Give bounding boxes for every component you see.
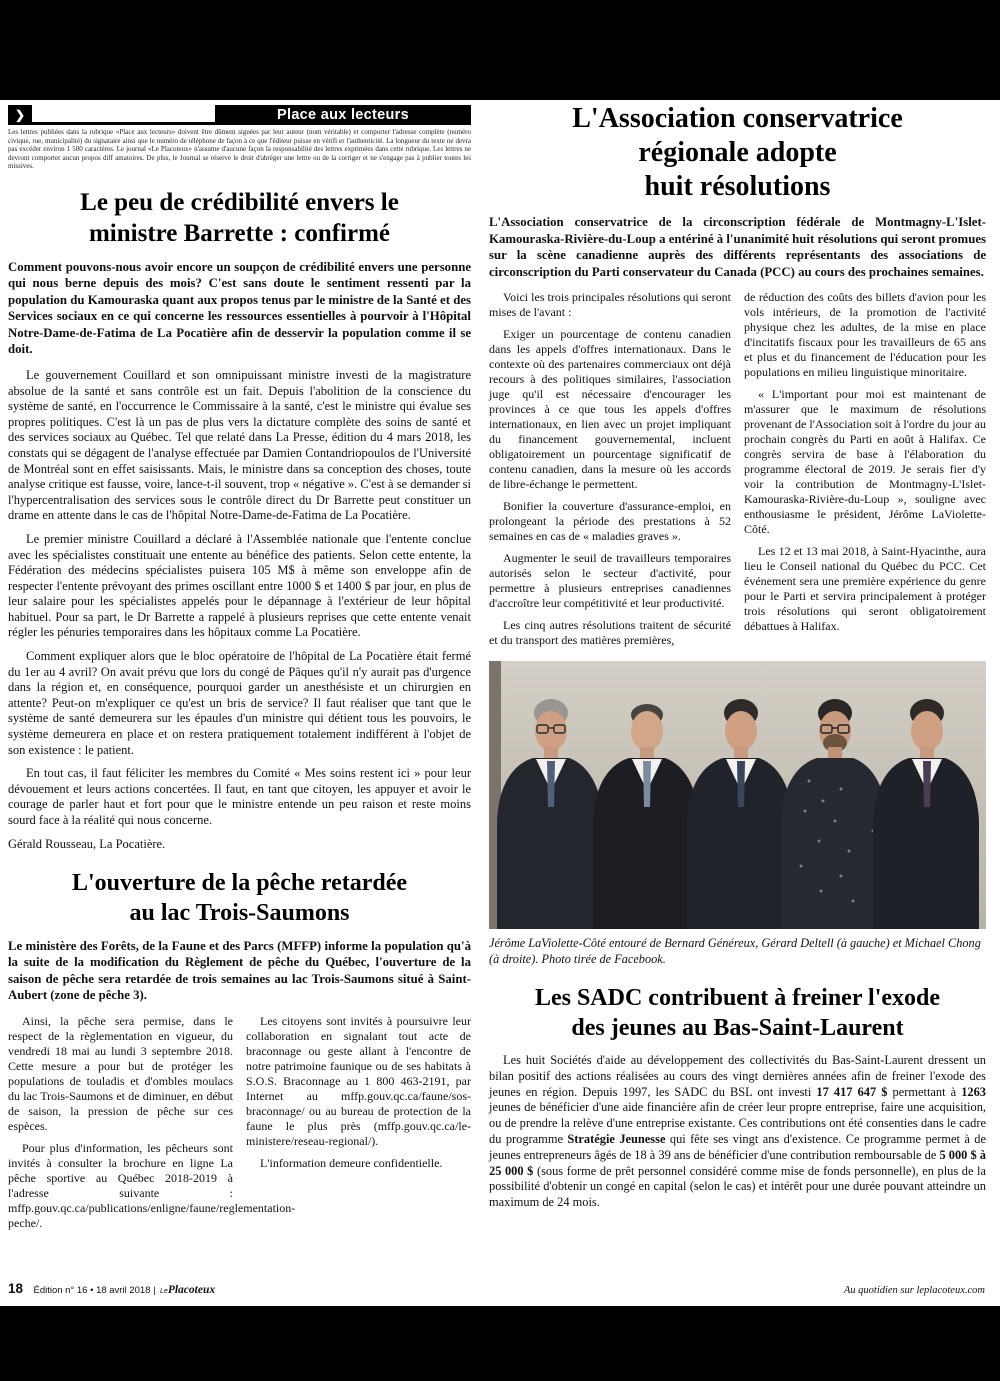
brand-le: Le (160, 1288, 168, 1295)
article4-title (489, 983, 986, 1043)
article2-title (8, 868, 471, 928)
article3-columns (489, 290, 986, 655)
article3-paragraph: Voici les trois principales résolutions qui seront mises de l'avant : (489, 290, 731, 319)
left-column (8, 105, 471, 1238)
article4-text: jeunes de bénéficier d'une aide financière afin de créer leur propre entreprise, faire une acquisition, ou de prendre la relève d'une entreprise existante. Ces contributions ont été consenties dans le cadre du programme (489, 1100, 986, 1146)
article2-paragraph: Les citoyens sont invités à poursuivre leur collaboration en signalant tout acte de braconnage ou geste allant à l'encontre de notre patrimoine faunique ou de ses habitats à S.O.S. Braconnage au 1 800 463-2191, par Internet au mffp.gouv.qc.ca/faune/sos-braconnage/ ou au bureau de protection de la faune le plus près (mffp.gouv.qc.ca/le-ministere/reseau-regional/). (246, 1013, 471, 1148)
article2-column-2 (246, 1014, 471, 1238)
article3-paragraph: « L'important pour moi est maintenant de m'assurer que le maximum de résolutions provenant de l'Association soit à l'ordre du jour au prochain congrès du Parti en août à Halifax. Ce congrès servira de base à l'élaboration du programme électoral de 2019. Je serais fier d'y voir la contribution de Montmagny-L'Islet-Kamouraska-Rivière-du-Loup », souligne avec enthousiasme le président, Jérôme LaViolette-Côté. (744, 387, 986, 536)
newspaper-brand (160, 1280, 215, 1297)
article4-text: permettant à (887, 1084, 962, 1099)
article2-intro: Le ministère des Forêts, de la Faune et des Parcs (MFFP) informe la population qu'à la suite de la modification du Règlement de pêche du Québec, l'ouverture de la saison de pêche sera retardée de trois semaines au lac Trois-Saumons situé à Saint-Aubert (zone de pêche 3). (8, 938, 471, 1003)
article1-title (14, 187, 465, 249)
article3-paragraph: Augmenter le seuil de travailleurs temporaires autorisés selon le secteur d'activité, pour permettre à plusieurs entreprises canadiennes d'accroître leur compétitivité et leur productivité. (489, 551, 731, 610)
article3-paragraph: Les cinq autres résolutions traitent de sécurité et du transport des matières premières, (489, 618, 731, 647)
newspaper-page (0, 100, 1000, 1306)
article4-text: qui fête ses vingt ans d'existence. Ce programme permet à de jeunes entrepreneurs âgés de 18 à 39 ans de bénéficier d'une contribution remboursable de (489, 1131, 986, 1162)
article4-text: (sous forme de prêt personnel considéré comme mise de fonds personnelle), en plus de la possibilité d'obtenir un congé en capital (selon le cas) et intérêt pour une durée pouvant atteindre un maximum de 24 mois. (489, 1163, 986, 1210)
rubric-header (8, 105, 471, 125)
group-photo-illustration (489, 661, 986, 929)
article3-title-line: régionale adopte (638, 137, 837, 168)
footer-left (8, 1280, 215, 1298)
article4-title-line: Les SADC contribuent à freiner l'exode (534, 985, 941, 1011)
article4-body (489, 1053, 986, 1211)
article4-amount-range: 5 000 $ à 25 000 $ (489, 1147, 986, 1178)
article2-title-line: L'ouverture de la pêche retardée (71, 869, 408, 896)
article1-title-line: ministre Barrette : confirmé (88, 219, 391, 247)
article3-paragraph: de réduction des coûts des billets d'avion pour les vols intérieurs, de la promotion de l'activité physique chez les adultes, de la mise en place d'incitatifs fiscaux pour les travailleurs de 65 ans et plus et du financement de l'éducation pour les populations en milieu linguistique minoritaire. (744, 290, 986, 379)
group-photo (489, 661, 986, 929)
article2-column-1 (8, 1013, 296, 1238)
article3-title (489, 102, 986, 204)
article2-title-line: au lac Trois-Saumons (129, 899, 350, 926)
article4-text: Les huit Sociétés d'aide au développement des collectivités du Bas-Saint-Laurent dressent un bilan positif des actions réalisées au cours des vingt dernières années afin de freiner l'exode des jeunes en région. Depuis 1997, les SADC du BSL ont investi (489, 1053, 986, 1099)
article3-intro: L'Association conservatrice de la circonscription fédérale de Montmagny-L'Islet-Kamouraska-Rivière-du-Loup a entériné à l'unanimité huit résolutions qui seront promues sur la scène canadienne auprès des différents représentants des associations de circonscription du Parti conservateur du Canada (PCC) au cours des prochaines semaines. (489, 215, 986, 279)
page-number: 18 (8, 1281, 24, 1296)
article4-program-name: Stratégie Jeunesse (567, 1131, 666, 1146)
article2-paragraph: Pour plus d'information, les pêcheurs sont invités à consulter la brochure en ligne La pêche sportive au Québec 2018-2019 à l'adresse suivante : mffp.gouv.qc.ca/publications/enligne/faune/reglementation-peche/. (8, 1140, 296, 1230)
article1-paragraph: Le premier ministre Couillard a déclaré à l'Assemblée nationale que l'entente conclue avec les spécialistes constituait une entente au bénéfice des patients. Selon cette entente, la Fédération des médecins spécialistes puisera 105 M$ à même son enveloppe afin de respecter l'entente prévoyant des primes oscillant entre 1000 $ et 1400 $ par jour, en plus de leur salaire pour les spécialistes appelés pour le dépannage à l'extérieur de leur hôpital habituel. Pour sa part, le Dr Barrette a rappelé à plusieurs reprises que cette entente venait régler les pénuries temporaires dans les hôpitaux comme La Pocatière. (8, 531, 471, 640)
article1-paragraph: Le gouvernement Couillard et son omnipuissant ministre investi de la magistrature absolue de la santé et sans contrôle est un fait. Depuis l'abolition de la conscience du système de santé, en l'occurrence le Commissaire à la santé, c'est le ministre qui évalue ses propres politiques. C'est là un pas de plus vers la dictature complète des soins de santé et des services sociaux au Québec. Tel que relaté dans La Presse, édition du 4 mars 2018, les constats qui se dégagent de l'analyse effectuée par Damien Contandriopoulos de l'Université de Montréal sont en effet saisissants. Mais, le ministre dans sa conception des choses, toute analyse critique est fausse, voire, lance-t-il souvent, trop « négative ». C'est à se demander si l'hypercentralisation des services sous le contrôle direct du Dr Barrette peut constituer un drame en attente dans le cas de l'hôpital Notre-Dame-de-Fatima de La Pocatière. (8, 367, 471, 523)
page-footer (8, 1280, 985, 1298)
right-column (489, 102, 986, 1211)
article3-paragraph: Exiger un pourcentage de contenu canadien dans les appels d'offres internationaux. Dans le contexte où des partenaires commerciaux ont déjà recours à des politiques similaires, l'association juge qu'il est nécessaire d'encourager les provinces à ce que tous les appels d'offres internationaux, en lien avec un projet impliquant du financement gouvernemental, incluent obligatoirement un pourcentage significatif de contenu canadien, dans la mesure où les accords de libre-échange le permettent. (489, 327, 731, 491)
article2-paragraph: Ainsi, la pêche sera permise, dans le respect de la règlementation en vigueur, du vendredi 18 mai au lundi 3 septembre 2018. Cette mesure a pour but de protéger les populations de touladis et d'ombles moulacs du lac Trois-Saumons et de diminuer, en début de saison, la pression de pêche sur ces espèces. (8, 1013, 233, 1133)
article2-paragraph: L'information demeure confidentielle. (260, 1155, 443, 1170)
article3-paragraph: Les 12 et 13 mai 2018, à Saint-Hyacinthe, aura lieu le Conseil national du Québec du PCC. Cet événement sera une première expérience du genre pour le Parti et servira principalement à protéger trois résolutions qui seront obligatoirement débattues à Halifax. (744, 544, 986, 633)
letters-disclaimer: Les lettres publiées dans la rubrique «Place aux lecteurs» doivent être dûment signées par leur auteur (nom véritable) et comporter l'adresse complète (numéro civique, rue, municipalité) du signataire ainsi que le numéro de téléphone de façon à ce que l'éditeur puisse en vérifi er l'authenticité. La longueur du texte ne devra pas excéder environ 1 500 caractères. Le journal «Le Placoteux» n'assume d'aucune façon la responsabilité des lettres exprimées dans cette rubrique. Les lettres ne devront comporter aucun propos diff amatoires. De plus, le Journal se réserve le droit d'abréger une lettre ou de la corriger et ne s'engage pas à publier toutes les missives. (8, 128, 471, 171)
edition-info: Édition n° 16 • 18 avril 2018 | (33, 1285, 156, 1296)
article3-title-line: huit résolutions (644, 171, 831, 202)
article1-paragraph: En tout cas, il faut féliciter les membres du Comité « Mes soins restent ici » pour leur dévouement et leurs actions concertées. Il faut, en tant que citoyen, les appuyer et avoir le courage de parler haut et fort pour que le ministre entende un peu raison et reste moins sourd face à la réalité qui nous concerne. (8, 766, 471, 827)
article4-title-line: des jeunes au Bas-Saint-Laurent (571, 1015, 904, 1041)
article3-column-2 (744, 290, 986, 655)
rubric-rule (32, 105, 215, 125)
brand-name: Placoteux (167, 1284, 216, 1296)
article3-title-line: L'Association conservatrice (572, 103, 903, 134)
article3-paragraph: Bonifier la couverture d'assurance-emploi, en prolongeant la période des prestations à 52 semaines en cas de « maladies graves ». (489, 499, 731, 543)
article4-amount-invested: 17 417 647 $ (816, 1084, 888, 1099)
photo-caption: Jérôme LaViolette-Côté entouré de Bernard Généreux, Gérard Deltell (à gauche) et Michael Chong (à droite). Photo tirée de Facebook. (489, 936, 981, 966)
article1-title-line: Le peu de crédibilité envers le (80, 188, 399, 216)
article3-column-1 (489, 290, 731, 655)
chevron-icon: ❯ (8, 105, 32, 125)
article1-intro: Comment pouvons-nous avoir encore un soupçon de crédibilité envers une personne qui nous berne depuis des mois? C'est sans doute le sentiment ressenti par la population du Kamouraska quant aux propos tenus par le ministre de la Santé et des Services sociaux en ce qui concerne les ressources essentielles à pourvoir à l'Hôpital Notre-Dame-de-Fatima de La Pocatière afin de desservir la population comme il se doit. (8, 259, 471, 357)
rubric-title: Place aux lecteurs (215, 105, 471, 125)
article4-youth-count: 1263 (961, 1084, 986, 1099)
article2-columns (8, 1014, 471, 1238)
article1-paragraph: Comment expliquer alors que le bloc opératoire de l'hôpital de La Pocatière était fermé du 1er au 4 avril? On avait prévu que lors du congé de Pâques qu'il n'y aurait pas d'urgence dans la région et, en conséquence, pourquoi garder un anesthésiste et un chirurgien en attente? Peut-on m'expliquer ce qu'est un bris de service? Il faut réaliser que tant que le système de santé demeurera sur les épaules d'un ministre qui détient tous les pouvoirs, le système demeurera en place et on restera pratiquement totalement indifférent à l'objet de son existence : le patient. (8, 649, 471, 757)
footer-website: Au quotidien sur leplacoteux.com (843, 1285, 985, 1296)
article1-signature: Gérald Rousseau, La Pocatière. (8, 836, 166, 851)
